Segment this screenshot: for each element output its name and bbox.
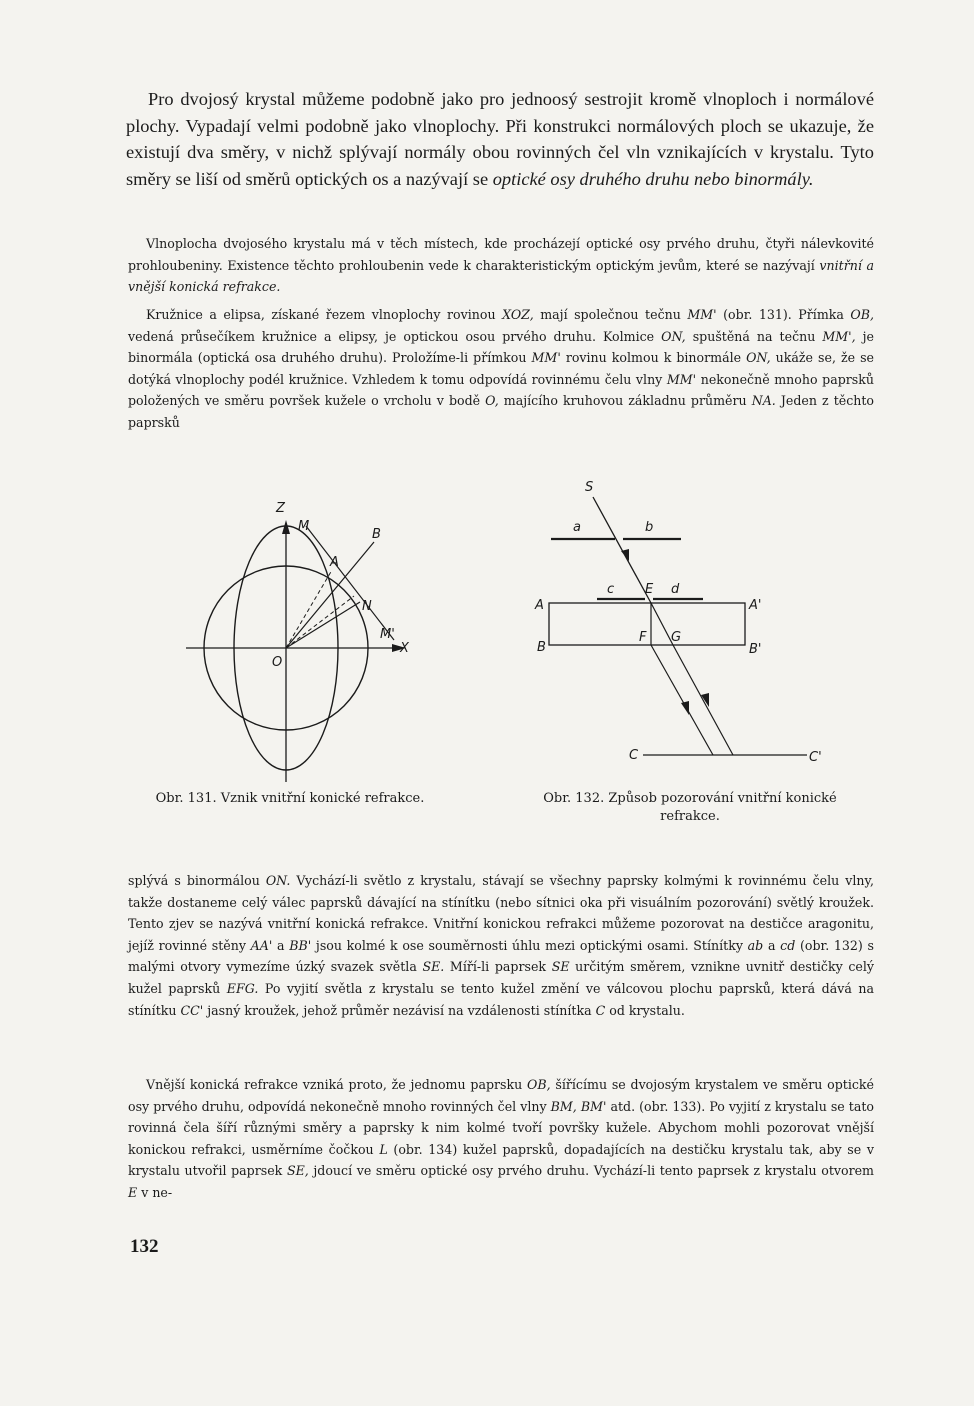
text-run: určitým směrem, vznikne uvnitř destičky celý kužel paprsků (128, 959, 874, 996)
text-run: Po vyjití světla z krystalu se tento kužel změní ve válcovou plochu paprsků, která dává na stínítku (128, 980, 874, 1018)
text-run: vedená průsečíkem kružnice a elipsy, je optickou osou prvého druhu. Kolmice (128, 328, 662, 344)
paragraph-external-conical-refraction (128, 1074, 874, 1204)
label-m-prime: M' (380, 627, 395, 642)
symbol: C (595, 1002, 606, 1018)
symbol: EFG. (226, 980, 259, 996)
ray-arrow-icon (621, 549, 629, 561)
symbol: MM' (666, 371, 697, 387)
binormal-on (286, 602, 360, 648)
figure-131-diagram (170, 490, 430, 790)
symbol: NA. (751, 393, 776, 409)
paragraph-biaxial-normal-surfaces (126, 86, 874, 192)
label-z: Z (276, 501, 285, 516)
text-run: Vychází-li světlo z krystalu, stávají se všechny paprsky kolmými k rovinnému čelu vlny, takže dostaneme celý válec paprsků dávající na stínítku (nebo sítnici oka při visuálním pozorování) světlý kroužek. Tento zjev se nazývá vnitřní konická refrakce. Vnitřní konickou refrakci můžeme pozorovat na destičce aragonitu, jejíž rovinné stěny (128, 873, 874, 953)
figure-132-caption: Obr. 132. Způsob pozorování vnitřní konické refrakce. (543, 791, 837, 824)
text-run: Míří-li paprsek (444, 959, 552, 975)
ray-arrow-icon (681, 701, 689, 715)
ray-eg (651, 603, 673, 645)
label-b: B (372, 527, 381, 542)
text-run: Jeden z těchto paprsků (128, 393, 875, 430)
text-run: a (272, 937, 290, 953)
text-run: nekonečně mnoho paprsků položených ve směru površek kužele o vrcholu v bodě (128, 371, 875, 409)
symbol: BB' (289, 937, 312, 953)
label-c-big: C (629, 748, 639, 763)
symbol: SE, (286, 1163, 309, 1179)
emphasis-term: vnitřní a vnější konická refrakce. (128, 257, 874, 295)
dashed-ray (286, 596, 354, 648)
label-e: E (645, 582, 654, 597)
text-run: od krystalu. (605, 1002, 685, 1018)
text-run: jdoucí ve směru optické osy prvého druhu. Vychází-li tento paprsek z krystalu otvorem (308, 1163, 874, 1179)
symbol: O, (485, 393, 499, 409)
symbol: MM', (822, 328, 856, 344)
label-d: d (671, 582, 680, 597)
symbol: ab (747, 937, 764, 953)
text-run: v ne- (137, 1184, 173, 1200)
symbol: CC' (180, 1002, 204, 1018)
dashed-ray (286, 570, 332, 648)
text-run: rovinu kolmou k binormále (560, 350, 747, 366)
paragraph-internal-conical-refraction (128, 870, 874, 1021)
paragraph-circle-ellipse-tangent (128, 304, 874, 434)
label-n: N (362, 599, 372, 614)
label-a-small: a (573, 520, 581, 535)
figure-132-diagram (525, 475, 835, 775)
text-run: (obr. 131). Přímka (716, 307, 851, 322)
symbol: ON, (746, 350, 771, 366)
symbol: SE (551, 959, 570, 975)
label-m: M (298, 519, 310, 534)
symbol: SE. (422, 959, 445, 975)
label-b-prime: B' (749, 642, 762, 657)
text-run: Pro dvojosý krystal můžeme podobně jako pro jednoosý sestrojit kromě vlnoploch i normálové plochy. Vypadají velmi podobně jako vlnoplochy. Při konstrukci normálových ploch se ukazuje, že existují dva směry, v nichž splývají normály obou rovinných čel vln vznikajících v krystalu. Tyto směry se liší od směrů optických os a nazývají se (126, 89, 874, 189)
text-run: majícího kruhovou základnu průměru (498, 393, 752, 409)
label-b-big: B (537, 640, 546, 655)
z-arrow-icon (282, 520, 290, 534)
symbol: BM, BM' (550, 1098, 607, 1114)
text-run: jasný kroužek, jehož průměr nezávisí na vzdálenosti stínítka (203, 1002, 596, 1018)
symbol: ON. (265, 873, 291, 888)
label-a-prime: A' (749, 598, 762, 613)
figure-131-caption: Obr. 131. Vznik vnitřní konické refrakce. (155, 791, 425, 806)
symbol: AA' (250, 937, 273, 953)
text-run: splývá s binormálou (128, 873, 266, 888)
text-run: atd. (obr. 133). Po vyjití z krystalu se tato rovinná čela šíří různými směry a paprsky k nim kolmé tvoří površky kužele. Abychom mohli pozorovat vnější konickou refrakci, usměrníme čočkou (128, 1098, 874, 1157)
text-run: Kružnice a elipsa, získané řezem vlnoplochy rovinou (146, 307, 503, 322)
symbol: cd (780, 937, 796, 953)
text-run: ukáže se, že se dotýká vlnoplochy podél kružnice. Vzhledem k tomu odpovídá rovinnému čelu vlny (128, 350, 874, 387)
symbol: OB, (527, 1077, 551, 1092)
tangent-mm (306, 526, 394, 640)
text-run: jsou kolmé k ose souměrnosti úhlu mezi optickými osami. Stínítky (311, 937, 748, 953)
text-run: (obr. 132) s malými otvory vymezíme úzký svazek světla (128, 937, 875, 975)
symbol: MM' (531, 350, 561, 366)
label-a-big: A (535, 598, 544, 613)
symbol: L (379, 1141, 388, 1157)
symbol: OB, (850, 307, 874, 322)
label-o: O (272, 655, 283, 670)
label-g: G (671, 630, 682, 645)
label-s: S (585, 480, 594, 495)
label-f: F (639, 630, 647, 645)
text-run: je binormála (optická osa druhého druhu). Proložíme-li přímkou (128, 328, 874, 366)
text-run: (obr. 134) kužel paprsků, dopadajících na destičku krystalu tak, aby se v krystalu utvořil paprsek (128, 1141, 875, 1179)
text-run: a (763, 937, 781, 953)
label-b-small: b (645, 520, 654, 535)
symbol: XOZ, (502, 307, 534, 322)
symbol: E (128, 1184, 138, 1200)
label-x: X (400, 641, 409, 656)
label-a: A (330, 555, 339, 570)
page-number: 132 (130, 1236, 159, 1257)
emphasis-term: optické osy druhého druhu nebo binormály. (492, 168, 814, 189)
symbol: ON, (661, 328, 686, 344)
paragraph-wave-surface-depressions (128, 233, 874, 298)
text-run: Vnější konická refrakce vzniká proto, že jednomu paprsku (146, 1077, 528, 1092)
text-run: šířícímu se dvojosým krystalem ve směru optické osy prvého druhu, odpovídá nekonečně mnoho rovinných čel vlny (128, 1077, 874, 1114)
text-run: spuštěná na tečnu (685, 328, 823, 344)
symbol: MM' (687, 307, 717, 322)
ray-se (593, 497, 654, 603)
text-run: mají společnou tečnu (533, 307, 688, 322)
text-run: Vlnoplocha dvojosého krystalu má v těch místech, kde procházejí optické osy prvého druhu, čtyři nálevkovité prohloubeniny. Existence těchto prohloubenin vede k charakteristickým optickým jevům, které se nazývají (128, 236, 874, 273)
label-c-small: c (607, 582, 615, 597)
crystal-plate (549, 603, 745, 645)
label-c-prime: C' (809, 750, 822, 765)
